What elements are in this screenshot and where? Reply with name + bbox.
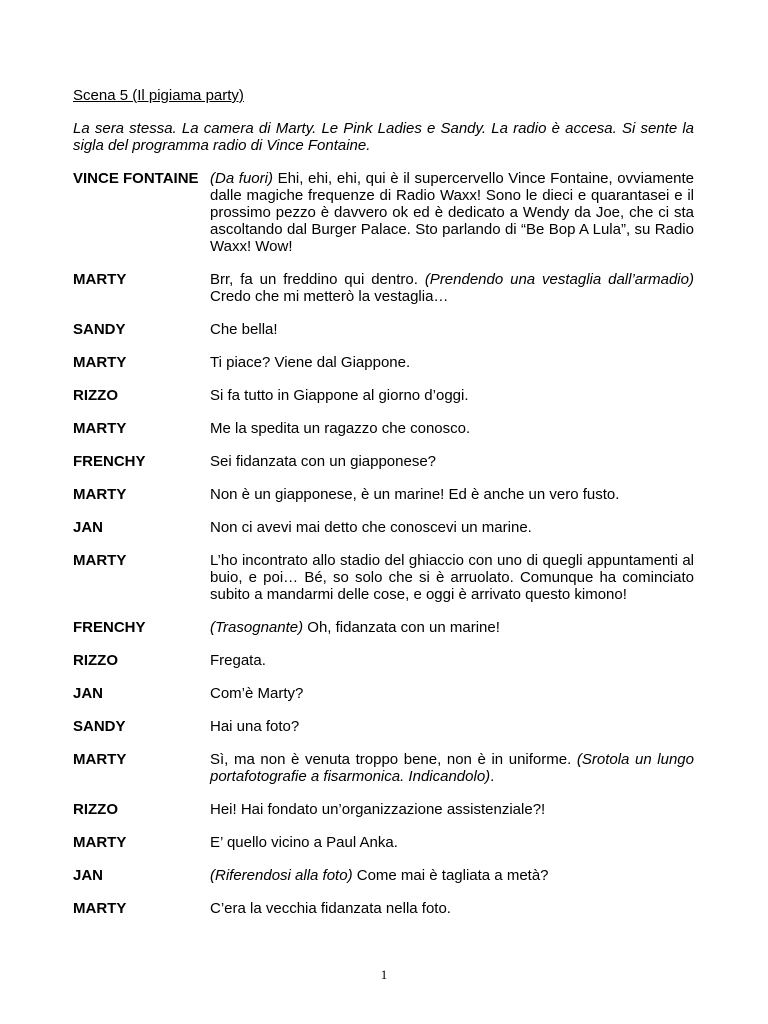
speech-text — [210, 387, 694, 404]
speaker-name: RIZZO — [73, 387, 118, 404]
speaker-name: MARTY — [73, 420, 127, 437]
speech-segment: Me la spedita un ragazzo che conosco. — [210, 420, 471, 437]
speech-segment: C’era la vecchia fidanzata nella foto. — [210, 900, 451, 917]
dialogue-line — [73, 718, 694, 735]
dialogue-line — [73, 519, 694, 536]
speaker-name: VINCE FONTAINE — [73, 170, 199, 187]
speech-text — [210, 867, 694, 884]
dialogue-line — [73, 652, 694, 669]
dialogue-line — [73, 834, 694, 851]
dialogue-line — [73, 685, 694, 702]
speech-segment: Brr, fa un freddino qui dentro. — [210, 271, 425, 288]
speech-segment: Si fa tutto in Giappone al giorno d’oggi. — [210, 387, 469, 404]
speech-segment: Non ci avevi mai detto che conoscevi un marine. — [210, 519, 532, 536]
speech-text — [210, 354, 694, 371]
dialogue-line — [73, 170, 694, 255]
dialogue-line — [73, 751, 694, 785]
speaker-name: MARTY — [73, 900, 127, 917]
speaker-name: FRENCHY — [73, 453, 146, 470]
speech-text — [210, 486, 694, 503]
speaker-name: MARTY — [73, 552, 127, 569]
speaker-name: MARTY — [73, 486, 127, 503]
speech-segment: Credo che mi metterò la vestaglia… — [210, 288, 449, 305]
speaker-name: MARTY — [73, 271, 127, 288]
stage-direction-inline: (Prendendo una vestaglia dall’armadio) — [424, 271, 694, 288]
stage-direction-inline: (Da fuori) — [210, 170, 273, 187]
dialogue-line — [73, 552, 694, 603]
speaker-name: JAN — [73, 519, 104, 536]
speech-segment: Che bella! — [210, 321, 278, 338]
speech-text — [210, 453, 694, 470]
speaker-name: SANDY — [73, 321, 126, 338]
speech-segment: Fregata. — [210, 652, 266, 669]
dialogue-line — [73, 486, 694, 503]
speech-segment: L’ho incontrato allo stadio del ghiaccio con uno di quegli appuntamenti al buio, e poi… Bé, so solo che si è arruolato. Comunque ha cominciato subito a mandarmi delle cose, e oggi è arrivato questo kimono! — [210, 552, 694, 603]
speech-text — [210, 718, 694, 735]
dialogue-line — [73, 619, 694, 636]
speech-text — [210, 900, 694, 917]
speech-text — [210, 801, 694, 818]
script-page — [73, 87, 694, 933]
stage-direction-inline: (Srotola un lungo portafotografie a fisarmonica. Indicandolo) — [210, 751, 694, 785]
speaker-name: RIZZO — [73, 801, 118, 818]
speaker-name: RIZZO — [73, 652, 118, 669]
speech-text — [210, 321, 694, 338]
speaker-name: MARTY — [73, 354, 127, 371]
speech-segment: E’ quello vicino a Paul Anka. — [210, 834, 398, 851]
speaker-name: SANDY — [73, 718, 126, 735]
dialogue-line — [73, 900, 694, 917]
speech-text — [210, 685, 694, 702]
speaker-name: MARTY — [73, 751, 127, 768]
speech-segment: Com’è Marty? — [210, 685, 304, 702]
page-number: 1 — [380, 967, 388, 982]
dialogue-line — [73, 867, 694, 884]
speech-segment: Oh, fidanzata con un marine! — [303, 619, 500, 636]
speech-text — [210, 420, 694, 437]
dialogue-line — [73, 420, 694, 437]
scene-title: Scena 5 (Il pigiama party) — [73, 87, 244, 104]
speech-segment: Hai una foto? — [210, 718, 300, 735]
speech-text — [210, 834, 694, 851]
speech-text — [210, 170, 694, 255]
dialogue-line — [73, 271, 694, 305]
speech-text — [210, 652, 694, 669]
dialogue-line — [73, 801, 694, 818]
speech-segment: Ti piace? Viene dal Giappone. — [210, 354, 411, 371]
stage-direction-inline: (Trasognante) — [210, 619, 304, 636]
speech-text — [210, 519, 694, 536]
speech-text — [210, 619, 694, 636]
speech-segment: Hei! Hai fondato un’organizzazione assistenziale?! — [210, 801, 546, 818]
speech-segment: Sì, ma non è venuta troppo bene, non è in uniforme. — [210, 751, 577, 768]
dialogue-line — [73, 354, 694, 371]
speech-segment: Non è un giapponese, è un marine! Ed è anche un vero fusto. — [210, 486, 620, 503]
speech-text — [210, 271, 694, 305]
speech-segment: Come mai è tagliata a metà? — [352, 867, 549, 884]
dialogue-list — [73, 170, 694, 917]
speech-segment: Sei fidanzata con un giapponese? — [210, 453, 437, 470]
speaker-name: JAN — [73, 867, 104, 884]
speech-segment: Ehi, ehi, ehi, qui è il supercervello Vince Fontaine, ovviamente dalle magiche frequenze di Radio Waxx! Sono le dieci e quarantasei e il prossimo pezzo è davvero ok ed è dedicato a Wendy da Joe, che ci sta ascoltando dal Burger Palace. Sto parlando di “Be Bop A Lula”, su Radio Waxx! Wow! — [210, 170, 695, 255]
dialogue-line — [73, 387, 694, 404]
speech-text — [210, 552, 694, 603]
stage-direction-inline: (Riferendosi alla foto) — [210, 867, 353, 884]
speaker-name: JAN — [73, 685, 104, 702]
speech-text — [210, 751, 694, 785]
speaker-name: FRENCHY — [73, 619, 146, 636]
dialogue-line — [73, 453, 694, 470]
stage-direction: La sera stessa. La camera di Marty. Le Pink Ladies e Sandy. La radio è accesa. Si sente la sigla del programma radio di Vince Fontaine. — [73, 120, 694, 154]
dialogue-line — [73, 321, 694, 338]
speaker-name: MARTY — [73, 834, 127, 851]
speech-segment: . — [490, 768, 495, 785]
